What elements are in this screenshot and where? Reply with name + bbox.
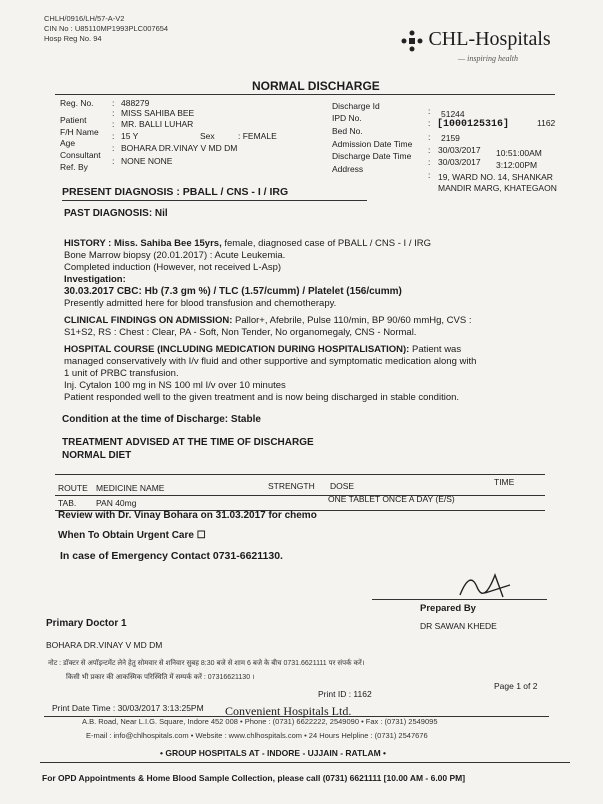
field-label: Address	[332, 164, 364, 174]
course-line-2: managed conservatively with I/v fluid and other supportive and symptomatic medication along with	[64, 356, 477, 367]
course-line-5: Patient responded well to the given treatment and is now being discharged in stable condition.	[64, 392, 460, 403]
field-label: Discharge Date Time	[332, 151, 412, 161]
hosp-reg-number: Hosp Reg No. 94	[44, 34, 102, 43]
field-label: Reg. No.	[60, 98, 94, 108]
logo-tagline: — inspiring health	[458, 54, 519, 63]
history-line-1: HISTORY : Miss. Sahiba Bee 15yrs, female, diagnosed case of PBALL / CNS - I / IRG	[64, 238, 431, 249]
field-colon: :	[428, 118, 431, 128]
discharge-date: 30/03/2017	[438, 157, 481, 167]
course-line-4: Inj. Cytalon 100 mg in NS 100 ml I/v over 10 minutes	[64, 380, 286, 391]
review-note: Review with Dr. Vinay Bohara on 31.03.2017 for chemo	[58, 510, 317, 521]
past-diagnosis: PAST DIAGNOSIS: Nil	[64, 208, 168, 219]
diet: NORMAL DIET	[62, 450, 132, 461]
patient-age: 15 Y	[121, 131, 139, 141]
discharge-condition: Condition at the time of Discharge: Stable	[62, 414, 261, 425]
col-time: TIME	[494, 477, 515, 487]
ref-by: NONE NONE	[121, 156, 173, 166]
patient-name: MISS SAHIBA BEE	[121, 108, 195, 118]
prepared-by-label: Prepared By	[420, 603, 476, 614]
ipd-extra: 1162	[537, 118, 556, 128]
discharge-id: 51244	[441, 109, 465, 119]
doc-code: CHLH/0916/LH/57-A-V2	[44, 14, 125, 23]
field-colon: :	[112, 98, 115, 108]
field-colon: :	[112, 131, 115, 141]
field-colon: :	[428, 106, 431, 116]
field-label: Admission Date Time	[332, 139, 413, 149]
sex-label: Sex	[200, 131, 215, 141]
address-line-1: 19, WARD NO. 14, SHANKAR	[438, 172, 553, 182]
col-medicine: MEDICINE NAME	[96, 483, 165, 493]
print-date-time: Print Date Time : 30/03/2017 3:13:25PM	[52, 703, 204, 713]
field-colon: :	[428, 157, 431, 167]
opd-appointments: For OPD Appointments & Home Blood Sample Collection, please call (0731) 6621111 [10.00 AM - 6.00 PM]	[42, 773, 466, 783]
print-id: Print ID : 1162	[318, 689, 372, 699]
document-title: NORMAL DISCHARGE	[252, 79, 380, 93]
row-dose: ONE TABLET ONCE A DAY (E/S)	[328, 494, 455, 504]
investigation-line: 30.03.2017 CBC: Hb (7.3 gm %) / TLC (1.57/cumm) / Platelet (156/cumm)	[64, 286, 402, 297]
hindi-note-2: किसी भी प्रकार की आकस्मिक परिस्थिति में सम्पर्क करें : 07316621130 ।	[66, 674, 255, 681]
course-line-1: HOSPITAL COURSE (INCLUDING MEDICATION DURING HOSPITALISATION): Patient was	[64, 344, 462, 355]
field-colon: :	[112, 119, 115, 129]
field-colon: :	[112, 156, 115, 166]
field-colon: :	[428, 170, 431, 180]
company-name: Convenient Hospitals Ltd.	[225, 704, 352, 718]
reg-number: 488279	[121, 98, 150, 108]
col-strength: STRENGTH	[268, 481, 315, 491]
hospital-logo	[400, 28, 551, 53]
col-route: ROUTE	[58, 483, 88, 493]
col-dose: DOSE	[330, 481, 355, 491]
investigation-note: Presently admitted here for blood transfusion and chemotherapy.	[64, 298, 337, 309]
ipd-number: [1000125316]	[437, 119, 510, 130]
emergency-contact: In case of Emergency Contact 0731-6621130.	[60, 550, 283, 562]
page-number: Page 1 of 2	[494, 681, 538, 691]
present-diagnosis: PRESENT DIAGNOSIS : PBALL / CNS - I / IRG	[62, 186, 289, 198]
history-line-3: Completed induction (However, not received L-Asp)	[64, 262, 282, 273]
row-route: TAB.	[58, 498, 77, 508]
hindi-note-1: नोट : डॉक्टर से अपॉइन्टमेंट लेने हेतु सोमवार से शनिवार सुबह 8:30 बजे से शाम 6 बजे के बीच 0731.6621111 पर संपर्क करें।	[48, 660, 365, 667]
prepared-by-name: DR SAWAN KHEDE	[420, 621, 497, 631]
footer-contact: E-mail : info@chlhospitals.com • Website : www.chlhospitals.com • 24 Hours Helpline : (0731) 2547676	[86, 731, 428, 740]
group-hospitals: • GROUP HOSPITALS AT - INDORE - UJJAIN - RATLAM •	[160, 748, 387, 758]
field-label: Discharge Id	[332, 101, 380, 111]
clinical-line-1: CLINICAL FINDINGS ON ADMISSION: Pallor+, Afebrile, Pulse 110/min, BP 90/60 mmHg, CVS :	[64, 315, 472, 326]
address-line-2: MANDIR MARG, KHATEGAON	[438, 183, 557, 193]
field-label: Age	[60, 138, 76, 148]
clinical-line-2: S1+S2, RS : Chest : Clear, PA - Soft, Non Tender, No organomegaly, CNS - Normal.	[64, 327, 417, 338]
field-label: Patient	[60, 115, 87, 125]
signature-icon	[455, 565, 515, 601]
row-medicine: PAN 40mg	[96, 498, 137, 508]
field-colon: :	[428, 132, 431, 142]
field-colon: :	[112, 143, 115, 153]
history-line-2: Bone Marrow biopsy (20.01.2017) : Acute Leukemia.	[64, 250, 286, 261]
field-label: Consultant	[60, 150, 101, 160]
course-line-3: 1 unit of PRBC transfusion.	[64, 368, 179, 379]
logo-name: CHL-Hospitals	[428, 28, 551, 50]
primary-doctor-label: Primary Doctor 1	[46, 618, 127, 629]
field-label: Ref. By	[60, 162, 88, 172]
field-colon: :	[112, 108, 115, 118]
bed-number: 2159	[441, 133, 460, 143]
field-label: Bed No.	[332, 126, 363, 136]
father-name: MR. BALLI LUHAR	[121, 119, 194, 129]
urgent-care: When To Obtain Urgent Care ☐	[58, 530, 206, 541]
investigation-label: Investigation:	[64, 274, 126, 285]
field-colon: :	[428, 145, 431, 155]
field-label: IPD No.	[332, 113, 362, 123]
admission-date: 30/03/2017	[438, 145, 481, 155]
field-label: F/H Name	[60, 127, 99, 137]
treatment-title: TREATMENT ADVISED AT THE TIME OF DISCHARGE	[62, 437, 314, 448]
logo-cross-icon	[400, 29, 424, 53]
discharge-time: 3:12:00PM	[496, 160, 538, 170]
consultant-name: BOHARA DR.VINAY V MD DM	[121, 143, 238, 153]
sex-value: : FEMALE	[238, 131, 277, 141]
footer-address: A.B. Road, Near L.I.G. Square, Indore 452 008 • Phone : (0731) 6622222, 2549090 • Fax : (0731) 2549095	[82, 717, 438, 726]
cin-number: CIN No : U85110MP1993PLC007654	[44, 24, 169, 33]
admission-time: 10:51:00AM	[496, 148, 542, 158]
primary-doctor-name: BOHARA DR.VINAY V MD DM	[46, 640, 163, 650]
